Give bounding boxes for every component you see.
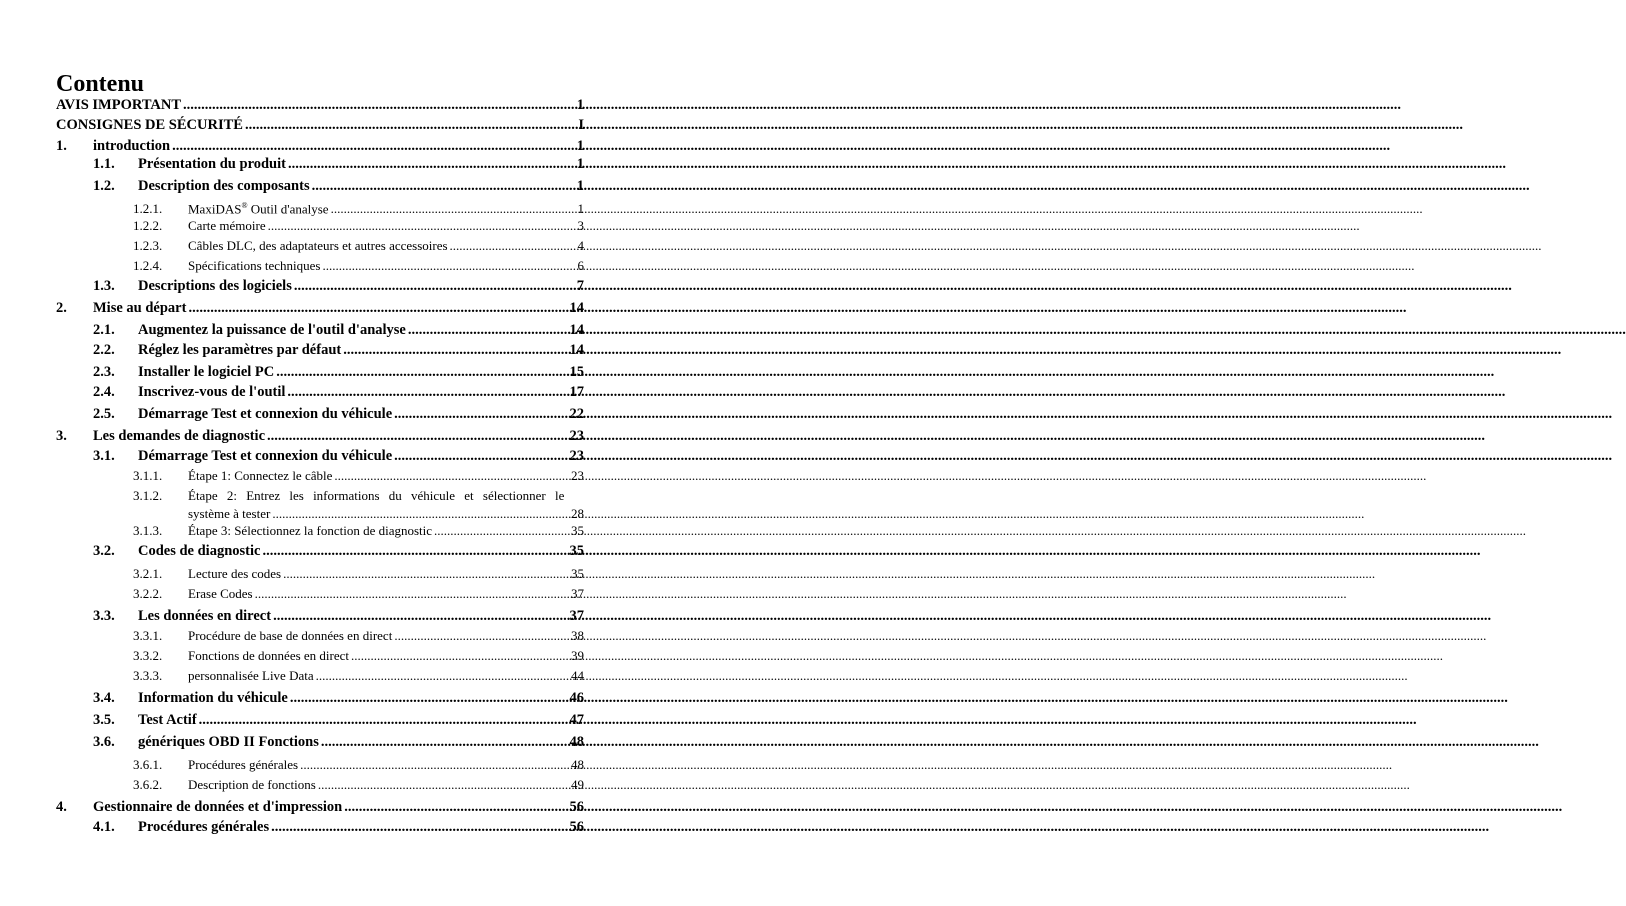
toc-entry-label: Réglez les paramètres par défaut	[138, 342, 342, 358]
toc-entry-text	[138, 447, 392, 465]
toc-entry-text	[138, 363, 274, 381]
toc-entry[interactable]	[56, 427, 584, 445]
dot-leader	[262, 542, 567, 556]
toc-number: 1.3.	[93, 278, 115, 294]
toc-entry[interactable]	[56, 467, 584, 485]
toc-number: 1.2.2.	[133, 218, 163, 233]
toc-number: 2.4.	[93, 384, 115, 400]
dot-leader	[255, 585, 569, 599]
toc-entry-text	[138, 607, 271, 625]
toc-entry[interactable]	[56, 627, 584, 645]
toc-entry-text: Étape 2: Entrez les informations du véhicule et sélectionner le	[188, 488, 565, 503]
dot-leader	[172, 137, 575, 151]
toc-number: 1.2.4.	[133, 258, 163, 273]
dot-leader	[434, 522, 569, 536]
toc-entry-label: Carte mémoire	[188, 218, 266, 233]
toc-entry-text	[138, 818, 269, 836]
toc-entry[interactable]	[56, 277, 584, 295]
toc-page-number: 47	[569, 712, 584, 728]
toc-number: 2.1.	[93, 322, 115, 338]
dot-leader	[318, 776, 569, 790]
toc-entry-label: Présentation du produit	[138, 156, 286, 172]
toc-entry[interactable]	[56, 711, 584, 729]
toc-number: 3.3.1.	[133, 628, 163, 643]
toc-entry[interactable]	[56, 776, 584, 794]
toc-entry[interactable]	[56, 299, 584, 317]
toc-number: 1.2.3.	[133, 238, 163, 253]
toc-entry-label: Procédures générales	[188, 757, 299, 772]
toc-entry-text	[138, 277, 292, 295]
toc-number: 1.2.	[93, 178, 115, 194]
dot-leader	[323, 257, 576, 271]
toc-entry[interactable]	[56, 116, 584, 134]
toc-page-number: 23	[569, 448, 584, 464]
dot-leader	[300, 756, 569, 770]
toc-entry[interactable]	[56, 177, 584, 195]
dot-leader	[245, 116, 576, 130]
toc-page-number: 22	[569, 406, 584, 422]
toc-entry-text	[138, 733, 319, 751]
toc-entry-text	[93, 427, 265, 445]
toc-entry[interactable]	[56, 217, 584, 235]
toc-entry-text	[188, 565, 281, 583]
dot-leader	[316, 667, 569, 681]
toc-entry-label: Codes de diagnostic	[138, 543, 261, 559]
dot-leader	[183, 96, 575, 110]
dot-leader	[394, 627, 569, 641]
toc-page-number: 38	[571, 628, 584, 643]
toc-page-number: 39	[571, 648, 584, 663]
dot-leader	[394, 447, 567, 461]
toc-number: 1.	[56, 138, 67, 154]
toc-number: 2.5.	[93, 406, 115, 422]
dot-leader	[288, 155, 575, 169]
toc-number: 3.6.	[93, 734, 115, 750]
toc-entry-text	[188, 776, 316, 794]
toc-number: 3.3.2.	[133, 648, 163, 663]
toc-entry[interactable]	[56, 733, 584, 751]
toc-entry[interactable]	[56, 522, 584, 540]
toc-number: 3.4.	[93, 690, 115, 706]
page-title: Contenu	[56, 71, 145, 97]
toc-entry-label: Augmentez la puissance de l'outil d'analyse	[138, 322, 406, 338]
toc-entry-label: Descriptions des logiciels	[138, 278, 292, 294]
toc-entry-label: Procédure de base de données en direct	[188, 628, 393, 643]
toc-page-number: 1	[576, 156, 584, 172]
toc-entry-label: Lecture des codes	[188, 566, 282, 581]
toc-page-number: 28	[571, 506, 584, 521]
toc-entry-label: Information du véhicule	[138, 690, 288, 706]
toc-entry-label: Fonctions de données en direct	[188, 648, 350, 663]
toc-entry-label: introduction	[93, 138, 171, 154]
dot-leader	[199, 711, 568, 725]
toc-entry-text	[93, 137, 170, 155]
toc-entry-text	[188, 237, 448, 255]
toc-entry[interactable]	[56, 756, 584, 774]
toc-page-number: 37	[571, 586, 584, 601]
toc-page-number: 17	[569, 384, 584, 400]
dot-leader	[287, 383, 567, 397]
toc-page-number: 1	[576, 138, 584, 154]
toc-page-number: 56	[569, 799, 584, 815]
toc-entry-label: Erase Codes	[188, 586, 253, 601]
toc-entry[interactable]	[56, 137, 584, 155]
toc-page-number: I	[578, 117, 584, 133]
toc-entry[interactable]	[56, 585, 584, 603]
dot-leader	[408, 321, 568, 335]
toc-entry-text	[138, 542, 260, 560]
toc-page-number: 37	[569, 608, 584, 624]
toc-entry-line[interactable]	[56, 487, 584, 505]
toc-entry-text	[138, 383, 285, 401]
toc-page-number: 1	[576, 97, 584, 113]
toc-entry[interactable]	[56, 341, 584, 359]
toc-entry-label: Description des composants	[138, 178, 310, 194]
toc-entry-label: Démarrage Test et connexion du véhicule	[138, 448, 393, 464]
toc-page	[0, 0, 638, 906]
toc-entry[interactable]	[56, 96, 584, 114]
toc-entry-label: Les données en direct	[138, 608, 272, 624]
toc-entry-label: Étape 3: Sélectionnez la fonction de diagnostic	[188, 523, 433, 538]
toc-page-number: 23	[571, 468, 584, 483]
toc-entry-label: Spécifications techniques	[188, 258, 321, 273]
dot-leader	[271, 818, 567, 832]
toc-page-number: 56	[569, 819, 584, 835]
toc-number: 3.1.1.	[133, 468, 163, 483]
toc-entry[interactable]	[56, 565, 584, 583]
toc-page-number: 3	[577, 218, 584, 233]
toc-entry-label: Les demandes de diagnostic	[93, 428, 266, 444]
toc-page-number: 49	[571, 777, 584, 792]
registered-mark: ®	[241, 201, 248, 210]
toc-entry[interactable]	[56, 383, 584, 401]
toc-entry-label: Étape 1: Connectez le câble	[188, 468, 333, 483]
toc-entry[interactable]	[56, 321, 584, 339]
dot-leader	[394, 405, 567, 419]
toc-number: 4.1.	[93, 819, 115, 835]
toc-entry-label: Description de fonctions	[188, 777, 316, 792]
dot-leader	[273, 607, 567, 621]
toc-entry-label: AVIS IMPORTANT	[56, 97, 182, 113]
toc-entry-label: Mise au départ	[93, 300, 187, 316]
toc-number: 2.3.	[93, 364, 115, 380]
toc-entry-text	[138, 321, 406, 339]
toc-number: 4.	[56, 799, 67, 815]
toc-page-number: 6	[577, 258, 584, 273]
toc-page-number: 44	[571, 668, 584, 683]
toc-entry[interactable]	[56, 155, 584, 173]
toc-number: 3.6.1.	[133, 757, 163, 772]
toc-entry[interactable]	[56, 667, 584, 685]
toc-entry-text	[188, 647, 349, 665]
toc-entry[interactable]	[56, 689, 584, 707]
toc-number: 3.1.3.	[133, 523, 163, 538]
toc-page-number: 4	[577, 238, 584, 253]
toc-entry-text	[56, 116, 243, 134]
toc-number: 3.5.	[93, 712, 115, 728]
dot-leader	[334, 467, 569, 481]
toc-entry-text	[188, 257, 321, 275]
toc-page-number: 48	[571, 757, 584, 772]
dot-leader	[331, 200, 576, 214]
toc-number: 2.2.	[93, 342, 115, 358]
toc-entry-label: Installer le logiciel PC	[138, 364, 275, 380]
toc-entry-text	[188, 756, 298, 774]
toc-entry-text	[138, 711, 197, 729]
dot-leader	[267, 427, 567, 441]
toc-entry-text-cont: système à tester	[188, 506, 271, 521]
toc-entry[interactable]	[56, 197, 584, 218]
toc-entry[interactable]	[56, 363, 584, 381]
toc-entry-text	[138, 155, 286, 173]
toc-entry-label: Gestionnaire de données et d'impression	[93, 799, 343, 815]
toc-entry-text	[188, 585, 253, 603]
toc-entry[interactable]	[56, 505, 584, 523]
toc-number: 3.6.2.	[133, 777, 163, 792]
toc-entry-text	[188, 627, 392, 645]
toc-entry[interactable]	[56, 237, 584, 255]
toc-entry-label: Démarrage Test et connexion du véhicule	[138, 406, 393, 422]
toc-page-number: 23	[569, 428, 584, 444]
toc-page-number: 46	[569, 690, 584, 706]
toc-number: 1.1.	[93, 156, 115, 172]
dot-leader	[343, 341, 567, 355]
toc-number: 3.1.	[93, 448, 115, 464]
toc-entry-text	[188, 217, 266, 235]
dot-leader	[283, 565, 569, 579]
toc-page-number: 7	[576, 278, 584, 294]
toc-entry-text	[188, 467, 332, 485]
toc-number: 1.2.1.	[133, 201, 163, 217]
toc-entry[interactable]	[56, 542, 584, 560]
toc-entry-text	[56, 96, 181, 114]
dot-leader	[188, 299, 567, 313]
dot-leader	[321, 733, 568, 747]
toc-entry-text	[138, 341, 341, 359]
toc-entry-label: Test Actif	[138, 712, 197, 728]
dot-leader	[290, 689, 568, 703]
toc-entry-label-suffix: Outil d'analyse	[247, 201, 329, 217]
toc-entry-text	[188, 522, 432, 540]
toc-page-number: 15	[569, 364, 584, 380]
toc-entry-label: Câbles DLC, des adaptateurs et autres accessoires	[188, 238, 448, 253]
dot-leader	[276, 363, 567, 377]
toc-entry-text	[138, 689, 288, 707]
toc-page-number: 14	[569, 322, 584, 338]
toc-page-number: 1	[576, 178, 584, 194]
dot-leader	[344, 798, 567, 812]
toc-number: 3.3.3.	[133, 668, 163, 683]
toc-number: 3.2.1.	[133, 566, 163, 581]
toc-entry-text	[188, 197, 329, 218]
toc-entry[interactable]	[56, 257, 584, 275]
toc-page-number: 35	[571, 523, 584, 538]
toc-entry-text	[138, 177, 310, 195]
toc-entry[interactable]	[56, 798, 584, 816]
toc-entry-text	[138, 405, 392, 423]
toc-entry[interactable]	[56, 818, 584, 836]
dot-leader	[268, 217, 576, 231]
toc-page-number: 14	[569, 300, 584, 316]
toc-page-number: 35	[569, 543, 584, 559]
dot-leader	[312, 177, 575, 191]
toc-entry-text	[93, 798, 342, 816]
toc-page-number: 48	[569, 734, 584, 750]
toc-entry-label: génériques OBD II Fonctions	[138, 734, 319, 750]
toc-number: 3.2.	[93, 543, 115, 559]
toc-entry[interactable]	[56, 647, 584, 665]
toc-entry[interactable]	[56, 405, 584, 423]
toc-entry-label: personnalisée Live Data	[188, 668, 314, 683]
toc-entry[interactable]	[56, 447, 584, 465]
toc-page-number: 1	[577, 201, 584, 217]
dot-leader	[351, 647, 569, 661]
toc-number: 3.2.2.	[133, 586, 163, 601]
toc-entry-label: CONSIGNES DE SÉCURITÉ	[56, 117, 243, 133]
toc-entry-label: Procédures générales	[138, 819, 270, 835]
toc-entry-text	[188, 667, 314, 685]
toc-number: 3.1.2.	[133, 488, 163, 503]
toc-number: 3.	[56, 428, 67, 444]
dot-leader	[450, 237, 576, 251]
toc-entry-label: Inscrivez-vous de l'outil	[138, 384, 286, 400]
toc-page-number: 14	[569, 342, 584, 358]
toc-number: 3.3.	[93, 608, 115, 624]
dot-leader	[272, 505, 569, 519]
toc-entry-text	[93, 299, 186, 317]
toc-number: 2.	[56, 300, 67, 316]
toc-entry-label: MaxiDAS	[188, 201, 242, 217]
toc-entry[interactable]	[56, 607, 584, 625]
toc-page-number: 35	[571, 566, 584, 581]
dot-leader	[294, 277, 575, 291]
